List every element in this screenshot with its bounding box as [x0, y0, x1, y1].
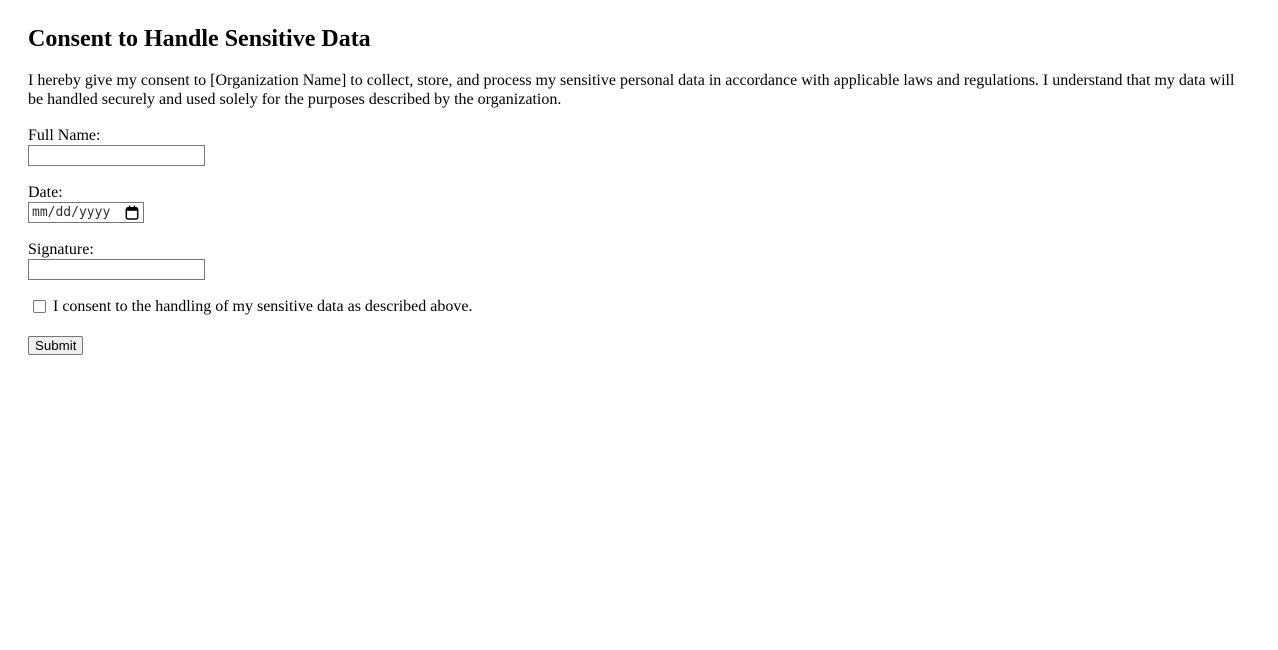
- calendar-icon[interactable]: [125, 205, 139, 220]
- consent-form: [28, 126, 1250, 355]
- signature-input[interactable]: [28, 259, 205, 280]
- full-name-label: Full Name:: [28, 127, 101, 144]
- date-input[interactable]: [28, 202, 144, 223]
- page-title: Consent to Handle Sensitive Data: [28, 26, 371, 52]
- date-placeholder: mm/dd/yyyy: [32, 205, 111, 220]
- consent-checkbox-label: I consent to the handling of my sensitive data as described above.: [53, 298, 473, 315]
- date-label: Date:: [28, 184, 63, 201]
- consent-checkbox-row: [28, 297, 1250, 316]
- consent-checkbox[interactable]: [33, 300, 46, 313]
- full-name-input[interactable]: [28, 145, 205, 166]
- date-field: [28, 183, 1250, 223]
- signature-label: Signature:: [28, 241, 94, 258]
- consent-intro-text: I hereby give my consent to [Organization Name] to collect, store, and process my sensitive personal data in accordance with applicable laws and regulations. I understand that my data will be handled securely and used solely for the purposes described by the organization.: [28, 72, 1235, 108]
- submit-button[interactable]: Submit: [28, 336, 83, 355]
- full-name-field: [28, 126, 1250, 166]
- signature-field: [28, 240, 1250, 280]
